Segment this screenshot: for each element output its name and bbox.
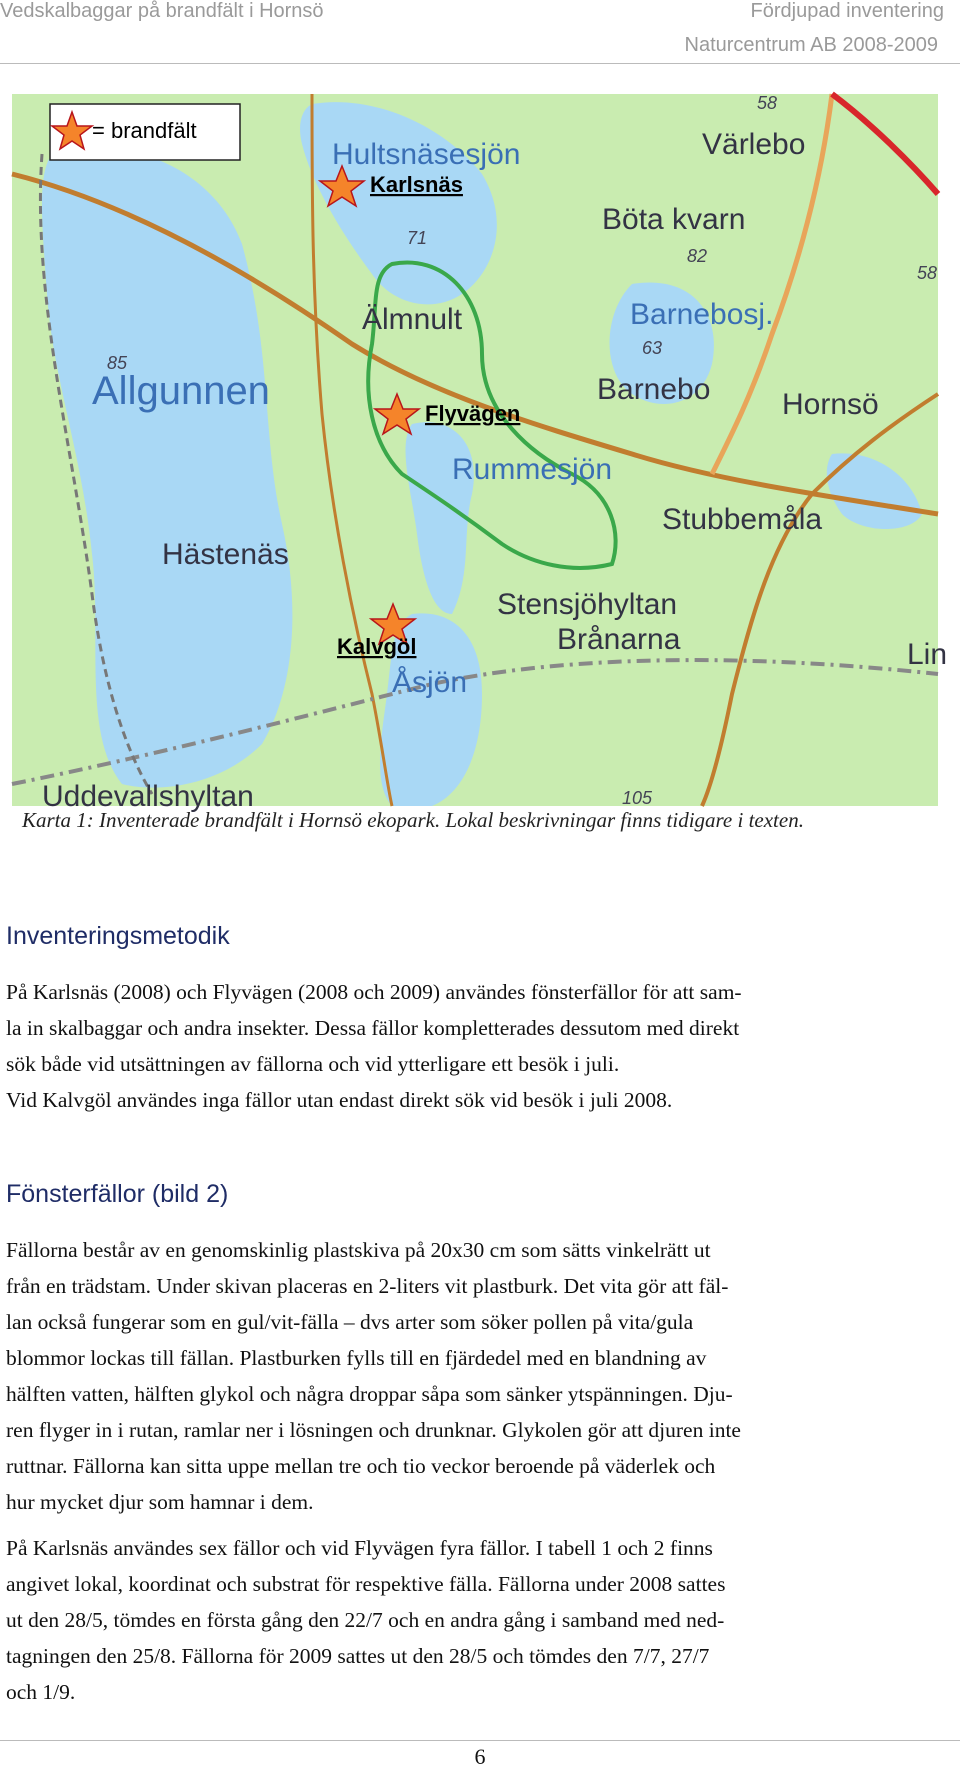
place-label: Stensjöhyltan — [497, 588, 678, 621]
height-number: 105 — [622, 788, 653, 808]
height-number: 85 — [107, 353, 128, 373]
place-label: Hästenäs — [162, 538, 289, 571]
site-label: Flyvägen — [425, 401, 521, 426]
text-line: hälften vatten, hälften glykol och några droppar såpa som sänker ytspänningen. Dju- — [6, 1382, 733, 1406]
lake-allgunnen — [42, 148, 292, 788]
place-label: Lin — [907, 638, 948, 671]
text-line: På Karlsnäs (2008) och Flyvägen (2008 och 2009) användes fönsterfällor för att sam- — [6, 980, 742, 1004]
header-document-title: Vedskalbaggar på brandfält i Hornsö — [0, 0, 324, 22]
height-number: 63 — [642, 338, 663, 358]
place-label: Allgunnen — [92, 369, 270, 413]
map-legend — [50, 104, 240, 160]
header-report-type: Fördjupad inventering — [750, 0, 944, 22]
height-number: 58 — [757, 93, 778, 113]
road-red — [832, 94, 938, 194]
text-line: ut den 28/5, tömdes en första gång den 22/7 och en andra gång i samband med ned- — [6, 1608, 725, 1632]
site-label: Karlsnäs — [370, 172, 463, 197]
height-number: 82 — [687, 246, 708, 266]
place-label: Barnebosj. — [630, 298, 774, 331]
paragraph-metod — [6, 974, 950, 1118]
place-label: Stubbemåla — [662, 503, 823, 536]
text-line: ren flyger in i rutan, ramlar ner i lösningen och drunknar. Glykolen gör att djuren inte — [6, 1418, 741, 1442]
text-line: från en trädstam. Under skivan placeras en 2-liters vit plastburk. Det vita gör att fäl- — [6, 1274, 729, 1298]
text-line: På Karlsnäs användes sex fällor och vid Flyvägen fyra fällor. I tabell 1 och 2 finns — [6, 1536, 713, 1560]
place-label: Hultsnäsesjön — [332, 138, 521, 171]
paragraph-fallor-schedule — [6, 1530, 950, 1710]
map-caption: Karta 1: Inventerade brandfält i Hornsö ekopark. Lokal beskrivningar finns tidigare i texten. — [22, 808, 804, 832]
section-heading-fonsterfallor: Fönsterfällor (bild 2) — [6, 1180, 229, 1208]
text-line: la in skalbaggar och andra insekter. Dessa fällor kompletterades dessutom med direkt — [6, 1016, 740, 1040]
text-line: lan också fungerar som en gul/vit-fälla – dvs arter som söker pollen på vita/gula — [6, 1310, 694, 1334]
place-label: Värlebo — [702, 128, 806, 161]
place-label: Åsjön — [392, 666, 468, 699]
text-line: tagningen den 25/8. Fällorna för 2009 sattes ut den 28/5 och tömdes den 7/7, 27/7 — [6, 1644, 710, 1668]
place-label: Älmnult — [362, 303, 463, 336]
road-east — [702, 394, 938, 806]
page-number: 6 — [474, 1744, 486, 1769]
text-line: blommor lockas till fällan. Plastburken fylls till en fjärdedel med en blandning av — [6, 1346, 707, 1370]
place-label: Barnebo — [597, 373, 711, 406]
text-line: Vid Kalvgöl användes inga fällor utan endast direkt sök vid besök i juli 2008. — [6, 1088, 673, 1112]
section-heading-metod: Inventeringsmetodik — [6, 922, 230, 950]
header-organization: Naturcentrum AB 2008-2009 — [684, 34, 938, 56]
legend-label: = brandfält — [92, 118, 197, 143]
paragraph-fallor-description — [6, 1232, 950, 1520]
height-number: 71 — [407, 228, 428, 248]
place-label: Böta kvarn — [602, 203, 746, 236]
text-line: Fällorna består av en genomskinlig plastskiva på 20x30 cm som sätts vinkelrätt ut — [6, 1238, 711, 1262]
text-line: hur mycket djur som hamnar i dem. — [6, 1490, 314, 1514]
height-number: 58 — [917, 263, 938, 283]
text-line: angivet lokal, koordinat och substrat för respektive fälla. Fällorna under 2008 sattes — [6, 1572, 726, 1596]
map-canvas — [12, 93, 948, 813]
place-label: Uddevallshyltan — [42, 780, 254, 813]
site-label: Kalvgöl — [337, 634, 417, 659]
place-label: Rummesjön — [452, 453, 613, 486]
footer-divider — [0, 1740, 960, 1741]
header-divider — [0, 63, 960, 64]
text-line: ruttnar. Fällorna kan sitta uppe mellan tre och tio veckor beroende på väderlek och — [6, 1454, 716, 1478]
text-line: och 1/9. — [6, 1680, 76, 1704]
map-figure — [12, 93, 948, 813]
place-label: Hornsö — [782, 388, 879, 421]
place-label: Brånarna — [557, 623, 681, 656]
text-line: sök både vid utsättningen av fällorna och vid ytterligare ett besök i juli. — [6, 1052, 620, 1076]
